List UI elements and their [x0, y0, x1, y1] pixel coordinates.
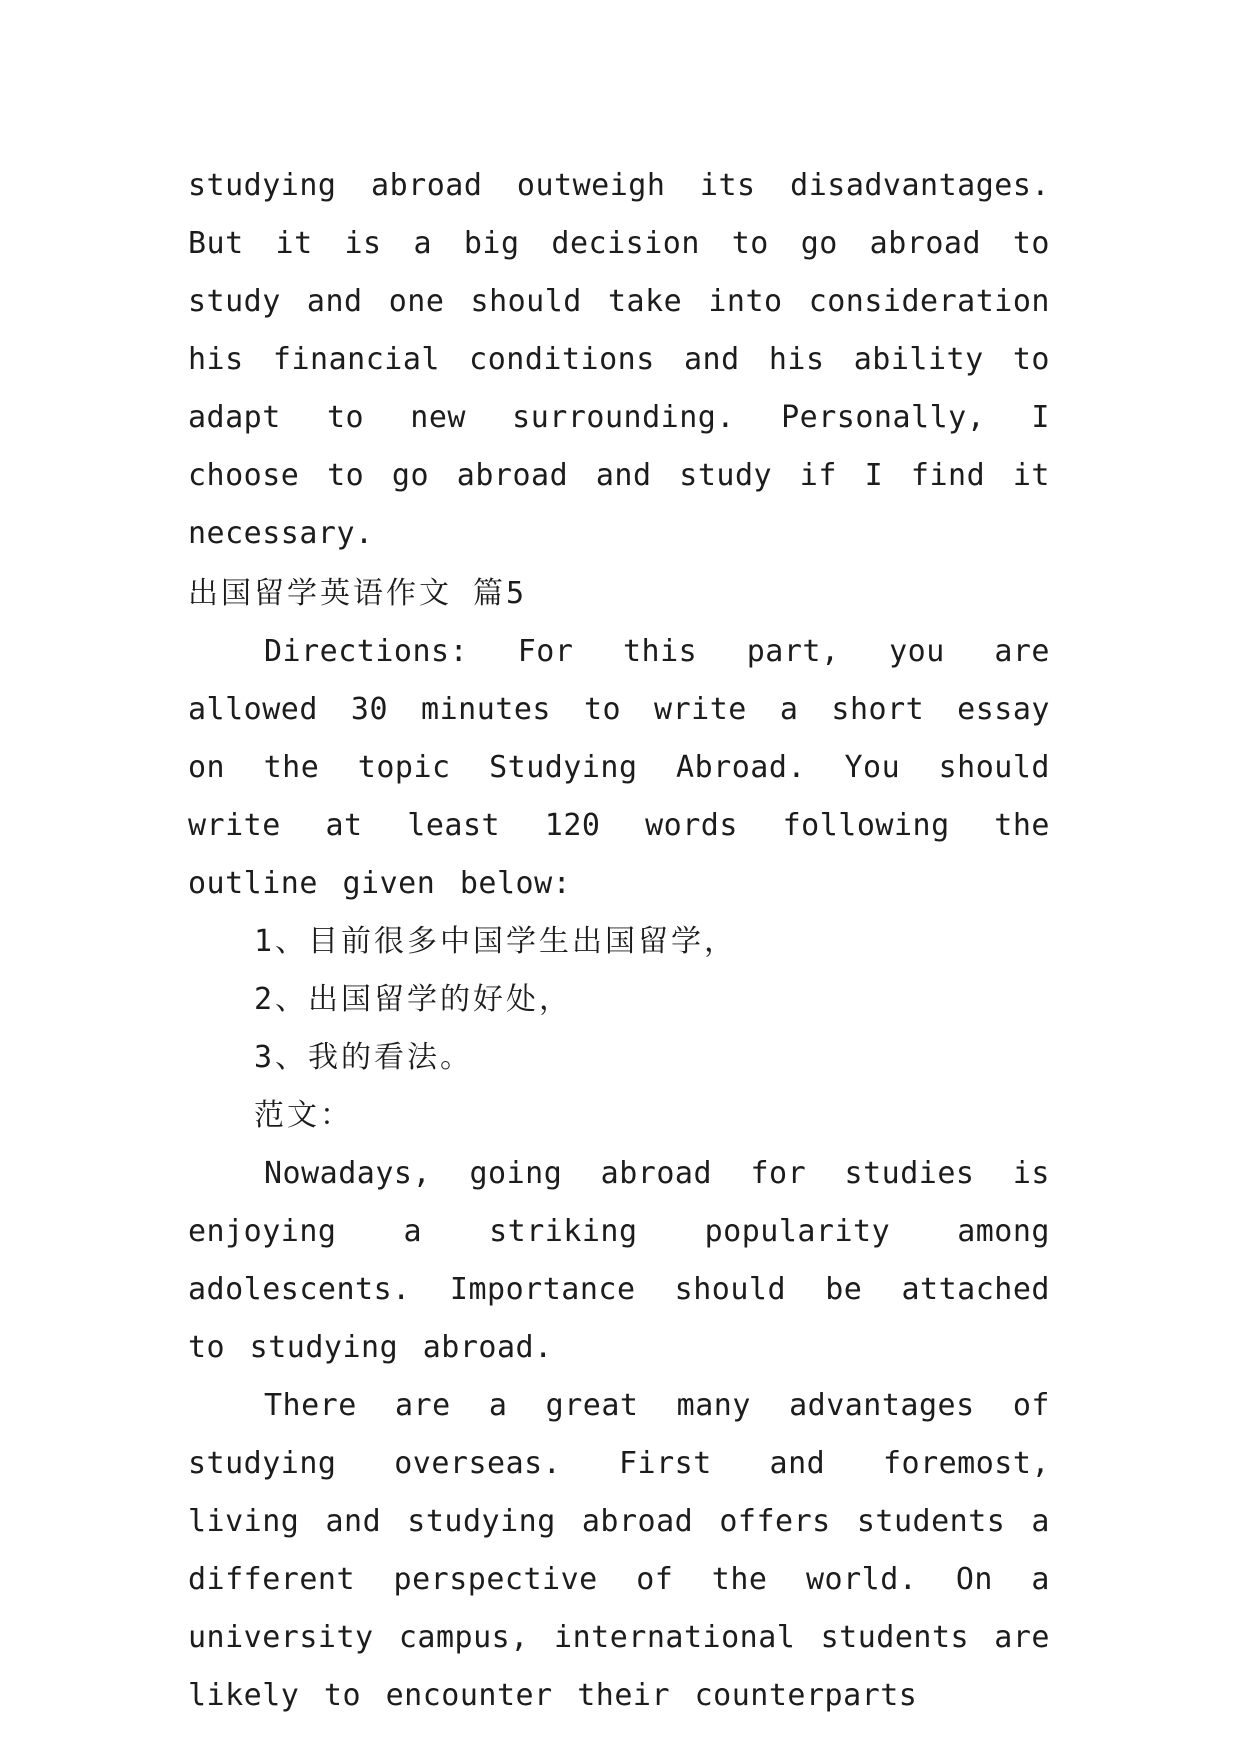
continued-paragraph: studying abroad outweigh its disadvantages. But it is a big decision to go abroad to study and one should take into consideration his financial conditions and his ability to adapt to new surrounding. Personally, I choose to go abroad and study if I find it necessary.: [188, 168, 1050, 551]
outline-item: 3、我的看法。: [254, 1040, 474, 1075]
essay-paragraph: Nowadays, going abroad for studies is enjoying a striking popularity among adolescents. Importance should be attached to studying abroad.: [188, 1156, 1050, 1365]
section-heading: 出国留学英语作文 篇5: [188, 576, 528, 611]
essay-paragraph: There are a great many advantages of studying overseas. First and foremost, living and studying abroad offers students a different perspective of the world. On a university campus, international students are likely to encounter their counterparts: [188, 1388, 1050, 1713]
outline-item: 1、目前很多中国学生出国留学，: [254, 924, 738, 959]
outline-item: 2、出国留学的好处，: [254, 982, 573, 1017]
sample-essay-label: 范文：: [254, 1098, 353, 1133]
directions-paragraph: Directions: For this part, you are allowed 30 minutes to write a short essay on the topic Studying Abroad. You should write at least 120 words following the outline given below:: [188, 634, 1050, 901]
essay-section: [188, 565, 1050, 1725]
continued-text-block: [188, 157, 1050, 563]
